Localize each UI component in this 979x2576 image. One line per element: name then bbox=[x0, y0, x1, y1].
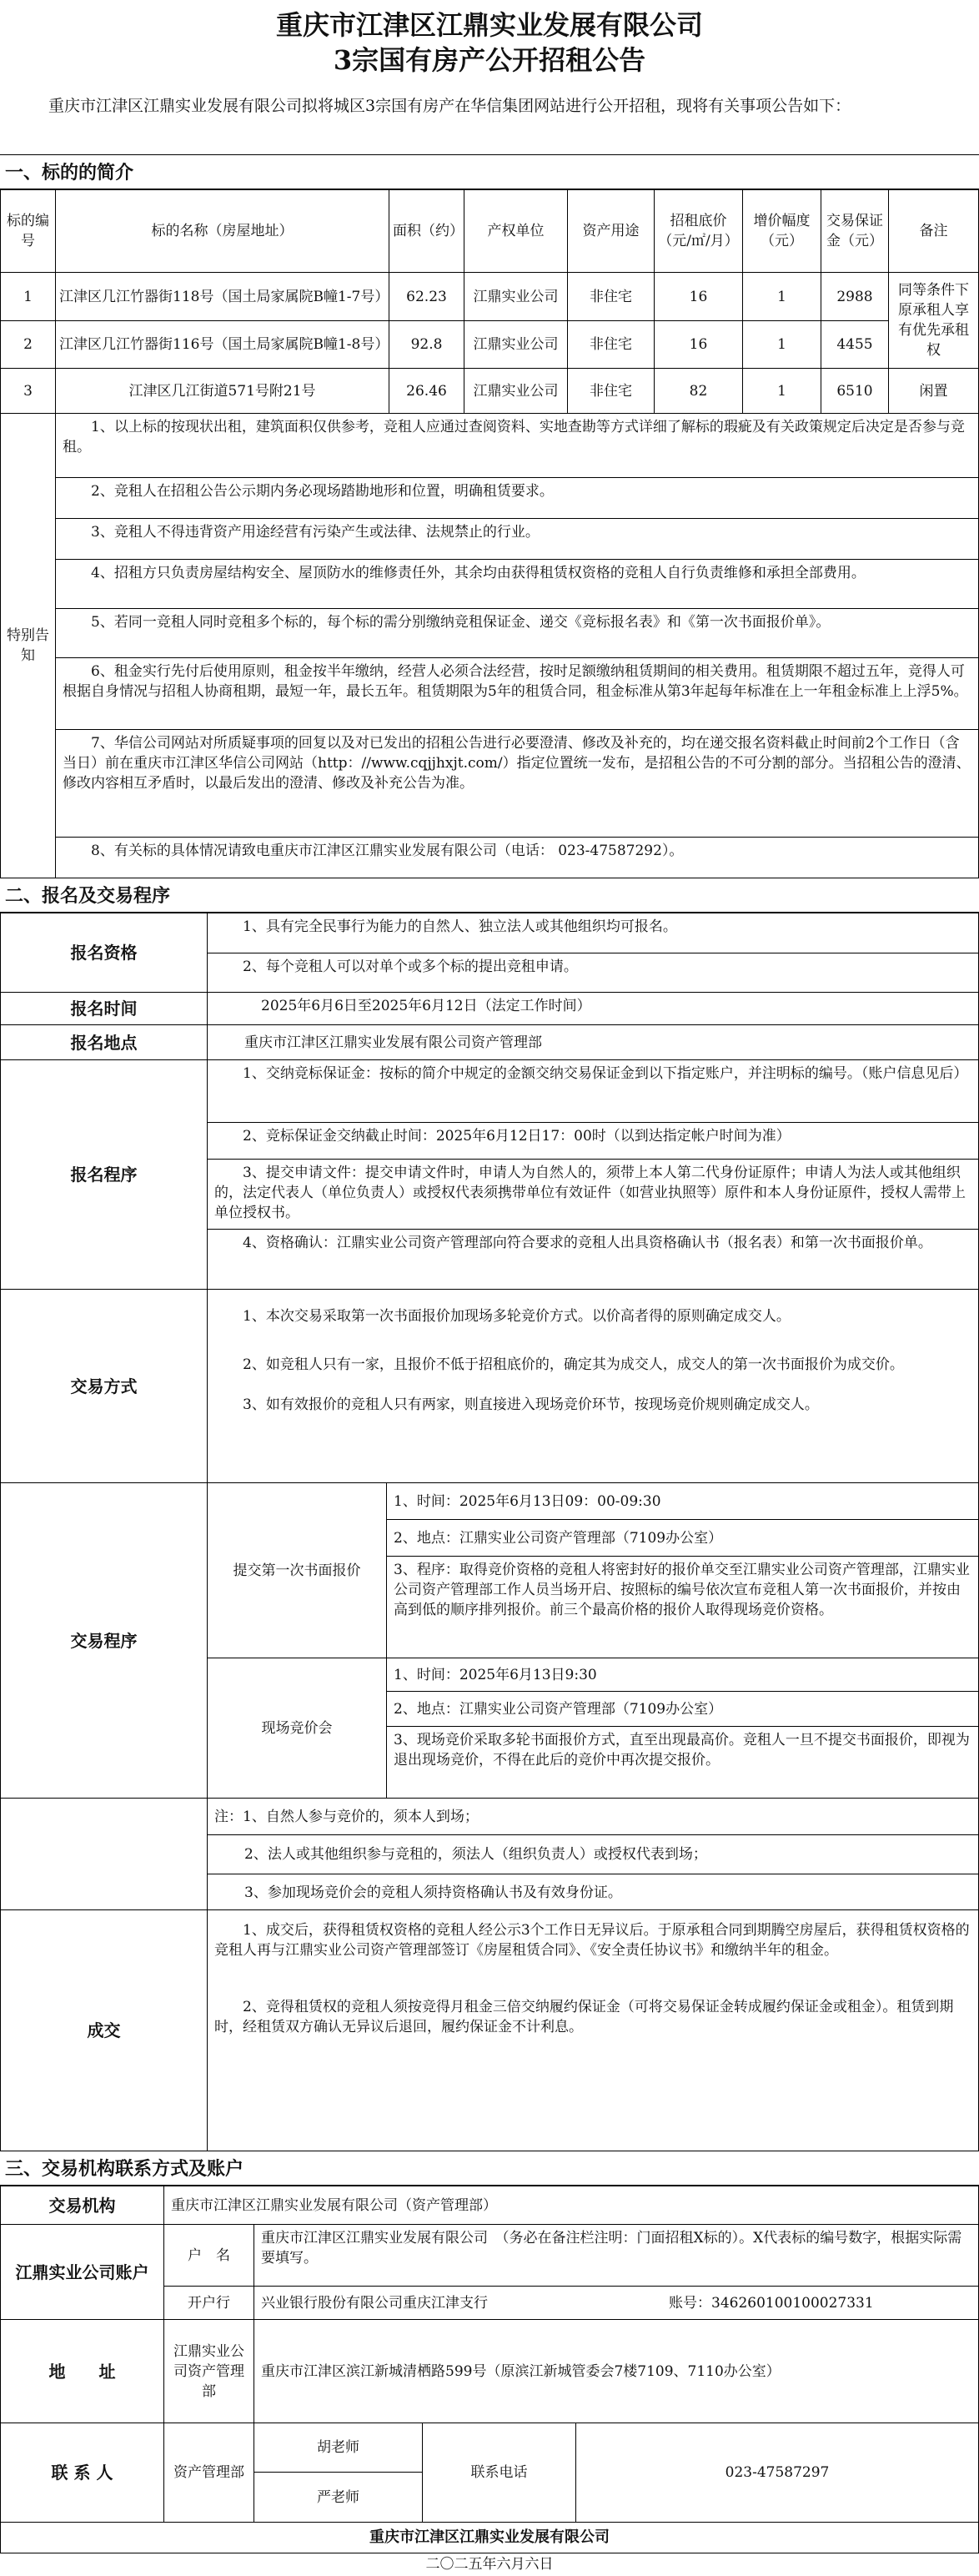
section-3-heading: 三、交易机构联系方式及账户 bbox=[0, 2151, 979, 2186]
special-notice-label: 特别告知 bbox=[0, 413, 56, 878]
intro-paragraph: 重庆市江津区江鼎实业发展有限公司拟将城区3宗国有房产在华信集团网站进行公开招租，现将有关事项公告如下： bbox=[48, 97, 851, 115]
cell-deposit: 6510 bbox=[821, 368, 889, 414]
cell-name: 江津区几江竹器街118号（国土局家属院B幢1-7号） bbox=[55, 272, 389, 321]
procedure-note-3: 3、参加现场竞价会的竞租人须持资格确认书及有效身份证。 bbox=[207, 1874, 979, 1910]
reg-time-value: 2025年6月6日至2025年6月12日（法定工作时间） bbox=[207, 992, 979, 1025]
deal-label: 成交 bbox=[0, 1909, 208, 2151]
cell-price: 82 bbox=[654, 368, 743, 414]
cell-use: 非住宅 bbox=[567, 272, 655, 321]
cell-name: 江津区几江竹器街116号（国土局家属院B幢1-8号） bbox=[55, 320, 389, 369]
account-label: 江鼎实业公司账户 bbox=[0, 2224, 164, 2320]
reg-procedure-label: 报名程序 bbox=[0, 1059, 208, 1290]
written-bid-time: 1、时间：2025年6月13日09：00-09:30 bbox=[386, 1482, 979, 1520]
bank-row bbox=[254, 2286, 979, 2320]
footer-company: 重庆市江津区江鼎实业发展有限公司 bbox=[0, 2522, 979, 2553]
account-holder-value: 重庆市江津区江鼎实业发展有限公司 （务必在备注栏注明：门面招租X标的）。X代表标的编号数字，根据实际需要填写。 bbox=[254, 2224, 979, 2287]
trade-method-text bbox=[207, 1289, 979, 1483]
onsite-auction-place: 2、地点：江鼎实业公司资产管理部（7109办公室） bbox=[386, 1691, 979, 1727]
notice-item: 7、华信公司网站对所质疑事项的回复以及对已发出的招租公告进行必要澄清、修改及补充的，均在递交报名资料截止时间前2个工作日（含当日）前在重庆市江津区华信公司网站（http：//www.cqjjhxjt.com/）指定位置统一发布，是招租公告的不可分割的部分。当招租公告的澄清、修改内容相互矛盾时，以最后发出的澄清、修改及补充公告为准。 bbox=[55, 729, 979, 838]
section-1-heading: 一、标的的简介 bbox=[0, 154, 979, 189]
procedure-note-1: 注：1、自然人参与竞价的，须本人到场； bbox=[207, 1798, 979, 1835]
bank-label: 开户行 bbox=[163, 2286, 254, 2320]
th-use: 资产用途 bbox=[567, 189, 655, 273]
reg-place-value: 重庆市江津区江鼎实业发展有限公司资产管理部 bbox=[207, 1024, 979, 1060]
reg-procedure-4: 4、资格确认：江鼎实业公司资产管理部向符合要求的竞租人出具资格确认书（报名表）和第一次书面报价单。 bbox=[207, 1229, 979, 1290]
cell-owner: 江鼎实业公司 bbox=[464, 320, 568, 369]
cell-deposit: 2988 bbox=[821, 272, 889, 321]
reg-procedure-3: 3、提交申请文件：提交申请文件时，申请人为自然人的，须带上本人第二代身份证原件；申请人为法人或其他组织的，法定代表人（单位负责人）或授权代表须携带单位有效证件（如营业执照等）原件和本人身份证原件，授权人需带上单位授权书。 bbox=[207, 1159, 979, 1230]
qualification-2: 2、每个竞租人可以对单个或多个标的提出竞租申请。 bbox=[207, 953, 979, 993]
deal-1: 1、成交后，获得租赁权资格的竞租人经公示3个工作日无异议后。于原承租合同到期腾空房屋后，获得租赁权资格的竞租人再与江鼎实业公司资产管理部签订《房屋租赁合同》、《安全责任协议书》和缴纳半年的租金。 bbox=[214, 1922, 970, 1959]
th-area: 面积（约） bbox=[389, 189, 464, 273]
trade-org-value: 重庆市江津区江鼎实业发展有限公司（资产管理部） bbox=[163, 2186, 979, 2225]
notice-item: 4、招租方只负责房屋结构安全、屋顶防水的维修责任外，其余均由获得租赁权资格的竞租人自行负责维修和承担全部费用。 bbox=[55, 559, 979, 609]
procedure-note-2: 2、法人或其他组织参与竞租的，须法人（组织负责人）或授权代表到场； bbox=[207, 1834, 979, 1874]
address-label: 地 址 bbox=[0, 2319, 164, 2423]
cell-name: 江津区几江街道571号附21号 bbox=[55, 368, 389, 414]
qualification-label: 报名资格 bbox=[0, 913, 208, 993]
notice-item: 1、以上标的按现状出租，建筑面积仅供参考，竞租人应通过查阅资料、实地查勘等方式详细了解标的瑕疵及有关政策规定后决定是否参与竞租。 bbox=[55, 413, 979, 478]
phone-label: 联系电话 bbox=[422, 2423, 576, 2523]
reg-procedure-1: 1、交纳竞标保证金：按标的简介中规定的金额交纳交易保证金到以下指定账户，并注明标的编号。（账户信息见后） bbox=[207, 1059, 979, 1123]
notice-item: 5、若同一竞租人同时竞租多个标的，每个标的需分别缴纳竞租保证金、递交《竞标报名表》和《第一次书面报价单》。 bbox=[55, 608, 979, 658]
th-name: 标的名称（房屋地址） bbox=[55, 189, 389, 273]
cell-price: 16 bbox=[654, 320, 743, 369]
cell-note: 闲置 bbox=[888, 368, 979, 414]
cell-owner: 江鼎实业公司 bbox=[464, 368, 568, 414]
cell-area: 62.23 bbox=[389, 272, 464, 321]
cell-use: 非住宅 bbox=[567, 368, 655, 414]
cell-increment: 1 bbox=[742, 368, 821, 414]
phone-value: 023-47587297 bbox=[575, 2423, 979, 2523]
cell-no: 2 bbox=[0, 320, 56, 369]
cell-no: 1 bbox=[0, 272, 56, 321]
address-value: 重庆市江津区滨江新城清栖路599号（原滨江新城管委会7楼7109、7110办公室） bbox=[254, 2319, 979, 2423]
cell-no: 3 bbox=[0, 368, 56, 414]
cell-deposit: 4455 bbox=[821, 320, 889, 369]
cell-increment: 1 bbox=[742, 272, 821, 321]
address-dept: 江鼎实业公司资产管理部 bbox=[163, 2319, 254, 2423]
procedure-label-cell-ext bbox=[0, 1798, 208, 1910]
contact-teacher-hu: 胡老师 bbox=[254, 2423, 423, 2473]
notice-item: 3、竞租人不得违背资产用途经营有污染产生或法律、法规禁止的行业。 bbox=[55, 518, 979, 560]
th-owner: 产权单位 bbox=[464, 189, 568, 273]
trade-method-2: 2、如竞租人只有一家，且报价不低于招租底价的，确定其为成交人，成交人的第一次书面报价为成交价。 bbox=[243, 1356, 904, 1373]
cell-owner: 江鼎实业公司 bbox=[464, 272, 568, 321]
page-subtitle: 3宗国有房产公开招租公告 bbox=[333, 44, 646, 76]
trade-method-1: 1、本次交易采取第一次书面报价加现场多轮竞价方式。以价高者得的原则确定成交人。 bbox=[243, 1308, 791, 1325]
written-bid-procedure: 3、程序：取得竞价资格的竞租人将密封好的报价单交至江鼎实业公司资产管理部，江鼎实业公司资产管理部工作人员当场开启、按照标的编号依次宣布竞租人第一次书面报价，并按由高到低的顺序排列报价。前三个最高价格的报价人取得现场竞价资格。 bbox=[386, 1556, 979, 1658]
notice-item: 8、有关标的具体情况请致电重庆市江津区江鼎实业发展有限公司（电话： 023-47587292）。 bbox=[55, 837, 979, 878]
contact-dept: 资产管理部 bbox=[163, 2423, 254, 2523]
th-note: 备注 bbox=[888, 189, 979, 273]
cell-use: 非住宅 bbox=[567, 320, 655, 369]
footer-date: 二〇二五年六月六日 bbox=[425, 2556, 554, 2573]
section-2-heading: 二、报名及交易程序 bbox=[0, 878, 979, 913]
cell-area: 92.8 bbox=[389, 320, 464, 369]
cell-increment: 1 bbox=[742, 320, 821, 369]
cell-note-merged: 同等条件下原承租人享有优先承租权 bbox=[888, 272, 979, 369]
th-deposit: 交易保证金（元） bbox=[821, 189, 889, 273]
written-bid-place: 2、地点：江鼎实业公司资产管理部（7109办公室） bbox=[386, 1519, 979, 1557]
th-increment: 增价幅度（元） bbox=[742, 189, 821, 273]
contact-teacher-yan: 严老师 bbox=[254, 2472, 423, 2523]
onsite-auction-rules: 3、现场竞价采取多轮书面报价方式，直至出现最高价。竞租人一旦不提交书面报价，即视为退出现场竞价，不得在此后的竞价中再次提交报价。 bbox=[386, 1726, 979, 1799]
account-holder-label: 户 名 bbox=[163, 2224, 254, 2287]
deal-text bbox=[207, 1909, 979, 2151]
trade-method-label: 交易方式 bbox=[0, 1289, 208, 1483]
account-number: 账号：346260100100027331 bbox=[669, 2295, 874, 2312]
reg-place-label: 报名地点 bbox=[0, 1024, 208, 1060]
trade-org-label: 交易机构 bbox=[0, 2186, 164, 2225]
notice-item: 6、租金实行先付后使用原则，租金按半年缴纳，经营人必须合法经营，按时足额缴纳租赁期间的相关费用。租赁期限不超过五年，竞得人可根据自身情况与招租人协商租期，最短一年，最长五年。租赁期限为5年的租赁合同，租金标准从第3年起每年标准在上一年租金标准上上浮5%。 bbox=[55, 657, 979, 730]
deal-2: 2、竞得租赁权的竞租人须按竞得月租金三倍交纳履约保证金（可将交易保证金转成履约保证金或租金）。租赁到期时，经租赁双方确认无异议后退回，履约保证金不计利息。 bbox=[214, 1999, 954, 2035]
page-title: 重庆市江津区江鼎实业发展有限公司 bbox=[275, 9, 703, 41]
onsite-auction-label: 现场竞价会 bbox=[207, 1658, 387, 1799]
trade-method-3: 3、如有效报价的竞租人只有两家，则直接进入现场竞价环节，按现场竞价规则确定成交人。 bbox=[243, 1396, 819, 1413]
bank-value: 兴业银行股份有限公司重庆江津支行 bbox=[261, 2295, 488, 2312]
written-bid-label: 提交第一次书面报价 bbox=[207, 1482, 387, 1658]
th-no: 标的编号 bbox=[0, 189, 56, 273]
notice-item: 2、竞租人在招租公告公示期内务必现场踏勘地形和位置，明确租赁要求。 bbox=[55, 477, 979, 519]
contact-person-label: 联 系 人 bbox=[0, 2423, 164, 2523]
qualification-1: 1、具有完全民事行为能力的自然人、独立法人或其他组织均可报名。 bbox=[207, 913, 979, 953]
reg-time-label: 报名时间 bbox=[0, 992, 208, 1025]
cell-price: 16 bbox=[654, 272, 743, 321]
trade-procedure-label: 交易程序 bbox=[0, 1482, 208, 1799]
cell-area: 26.46 bbox=[389, 368, 464, 414]
onsite-auction-time: 1、时间：2025年6月13日9:30 bbox=[386, 1658, 979, 1692]
reg-procedure-2: 2、竞标保证金交纳截止时间：2025年6月12日17：00时（以到达指定帐户时间为准） bbox=[207, 1122, 979, 1160]
th-price: 招租底价（元/㎡/月） bbox=[654, 189, 743, 273]
